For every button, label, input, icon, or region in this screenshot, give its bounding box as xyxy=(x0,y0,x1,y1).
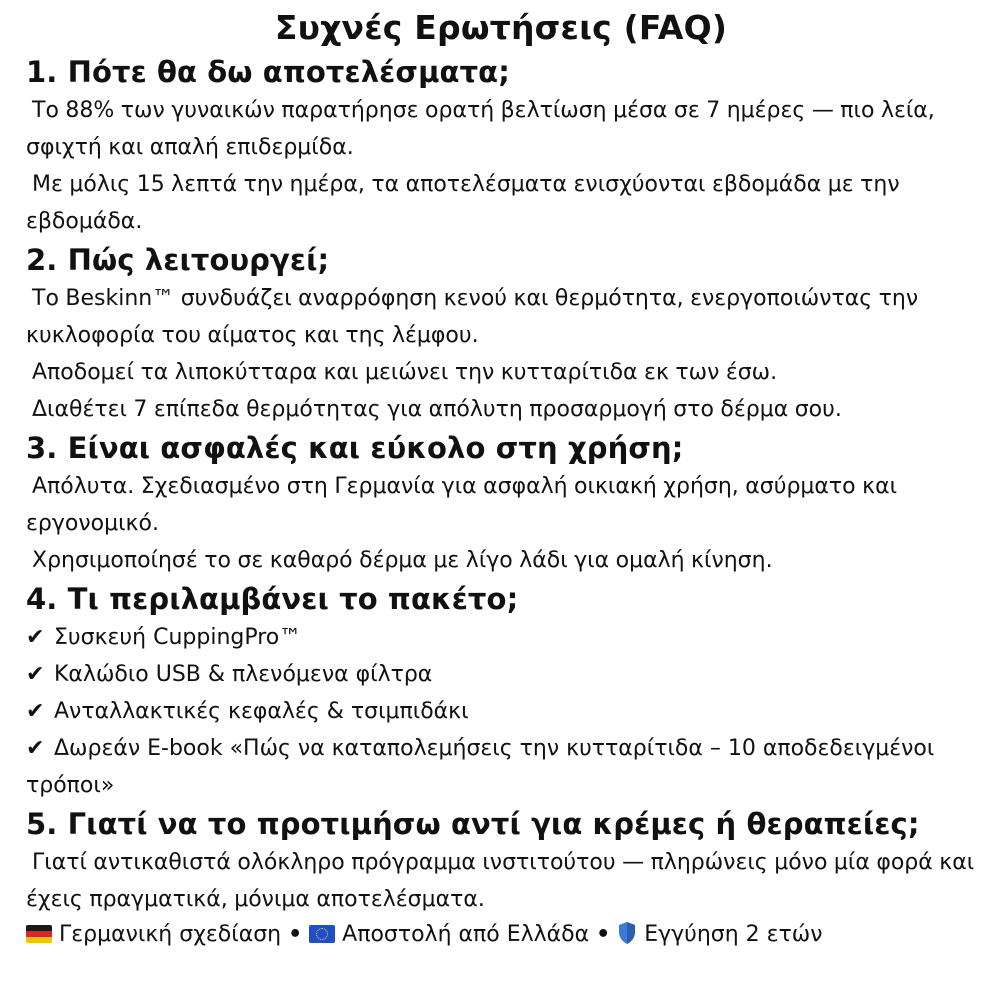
faq-answer: Γιατί αντικαθιστά ολόκληρο πρόγραμμα ινστιτούτου — πληρώνεις μόνο μία φορά και έχεις πραγματικά, μόνιμα αποτελέσματα. xyxy=(26,850,975,912)
faq-item-5 xyxy=(26,804,976,918)
faq-answer: Με μόλις 15 λεπτά την ημέρα, τα αποτελέσματα ενισχύονται εβδομάδα με την εβδομάδα. xyxy=(26,172,900,234)
faq-answer: Το 88% των γυναικών παρατήρησε ορατή βελτίωση μέσα σε 7 ημέρες — πιο λεία, σφιχτή και απαλή επιδερμίδα. xyxy=(26,98,935,160)
trust-badges xyxy=(26,918,976,952)
faq-item-3 xyxy=(26,428,976,579)
shield-icon xyxy=(617,921,637,945)
shipping-badge: Αποστολή από Ελλάδα xyxy=(342,922,590,947)
faq-answer: Διαθέτει 7 επίπεδα θερμότητας για απόλυτη προσαρμογή στο δέρμα σου. xyxy=(32,397,842,422)
package-item: ✔ Συσκευή CuppingPro™ xyxy=(26,619,976,656)
package-item: ✔ Δωρεάν E-book «Πώς να καταπολεμήσεις την κυτταρίτιδα – 10 αποδεδειγμένοι τρόποι» xyxy=(26,730,976,804)
design-badge: Γερμανική σχεδίαση xyxy=(59,922,282,947)
warranty-badge: Εγγύηση 2 ετών xyxy=(644,922,823,947)
checkmark-icon: ✔ xyxy=(26,699,45,724)
package-item: ✔ Ανταλλακτικές κεφαλές & τσιμπιδάκι xyxy=(26,693,976,730)
checkmark-icon: ✔ xyxy=(26,625,45,650)
separator: • xyxy=(596,922,611,947)
faq-question: 5. Γιατί να το προτιμήσω αντί για κρέμες ή θεραπείες; xyxy=(26,807,920,841)
eu-flag-icon xyxy=(309,925,335,943)
faq-item-1 xyxy=(26,52,976,240)
faq-item-4 xyxy=(26,579,976,804)
faq-question: 1. Πότε θα δω αποτελέσματα; xyxy=(26,55,510,89)
separator: • xyxy=(288,922,303,947)
page-title: Συχνές Ερωτήσεις (FAQ) xyxy=(274,8,728,47)
faq-answer: Το Beskinn™ συνδυάζει αναρρόφηση κενού και θερμότητα, ενεργοποιώντας την κυκλοφορία του αίματος και της λέμφου. xyxy=(26,286,919,348)
faq-question: 2. Πώς λειτουργεί; xyxy=(26,243,330,277)
checkmark-icon: ✔ xyxy=(26,662,45,687)
package-item: ✔ Καλώδιο USB & πλενόμενα φίλτρα xyxy=(26,656,976,693)
faq-item-2 xyxy=(26,240,976,428)
german-flag-icon xyxy=(26,925,52,943)
faq-question: 3. Είναι ασφαλές και εύκολο στη χρήση; xyxy=(26,431,684,465)
checkmark-icon: ✔ xyxy=(26,736,45,761)
faq-answer: Χρησιμοποίησέ το σε καθαρό δέρμα με λίγο λάδι για ομαλή κίνηση. xyxy=(32,548,773,573)
faq-answer: Αποδομεί τα λιποκύτταρα και μειώνει την κυτταρίτιδα εκ των έσω. xyxy=(32,360,778,385)
faq-answer: Απόλυτα. Σχεδιασμένο στη Γερμανία για ασφαλή οικιακή χρήση, ασύρματο και εργονομικό. xyxy=(26,474,898,536)
faq-question: 4. Τι περιλαμβάνει το πακέτο; xyxy=(26,582,519,616)
